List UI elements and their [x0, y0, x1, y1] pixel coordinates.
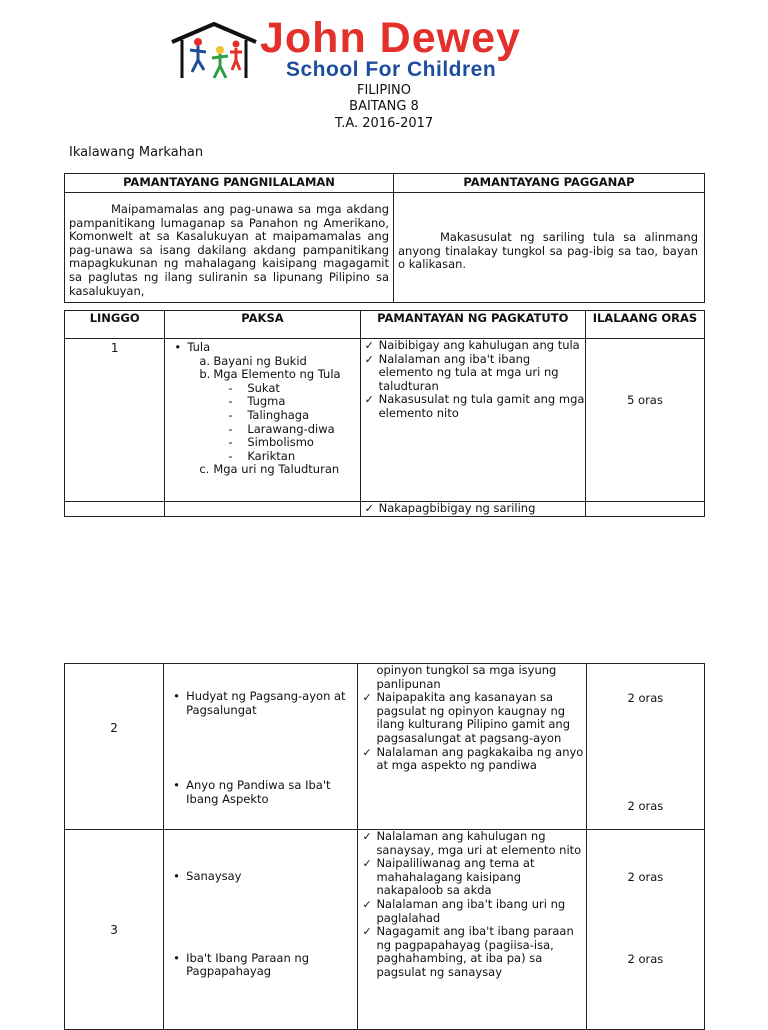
- competency-cell: [358, 664, 586, 830]
- topic-cell: [165, 339, 360, 502]
- list-item: - Larawang-diwa: [247, 423, 359, 437]
- week-number: 1: [65, 339, 165, 502]
- list-item: c. Mga uri ng Taludturan: [199, 462, 340, 477]
- hours-header: ILALAANG ORAS: [585, 311, 704, 339]
- logo-subtitle: School For Children: [286, 58, 497, 81]
- list-item: ✓ Nagagamit ang iba't ibang paraan ng pagpapahayag (pagiisa-isa, paghahambing, at iba pa) sa pagsulat ng sanaysay: [376, 925, 585, 979]
- table-row: [65, 664, 705, 830]
- list-item: • Hudyat ng Pagsang-ayon at Pagsalungat: [186, 690, 357, 717]
- content-standard-text: Maipamamalas ang pag-unawa sa mga akdang pampanitikang lumaganap sa Panahon ng Amerikano, Komonwelt at sa Kasalukuyan at maipamamalas ang pag-unawa sa isang dakilang akdang pampanitikang mapagkukunan ng mahalagang kaisipang magagamit sa paglutas ng ilang suliranin sa lipunang Pilipino sa kasalukuyan,: [69, 202, 389, 298]
- list-item: • Iba't Ibang Paraan ng Pagpapahayag: [186, 952, 357, 979]
- competency-cell: [360, 502, 585, 517]
- topic-cell: [164, 664, 358, 830]
- performance-standard-header: PAMANTAYANG PAGGANAP: [394, 174, 705, 193]
- quarter-label: Ikalawang Markahan: [69, 145, 204, 160]
- topic-header: PAKSA: [165, 311, 360, 339]
- content-standard-cell: [65, 193, 394, 303]
- competency-cell: [358, 830, 586, 1030]
- subject-title: FILIPINO: [356, 83, 412, 98]
- topic-cell: [164, 830, 358, 1030]
- list-item: - Sukat: [247, 382, 359, 396]
- school-house-icon: [168, 20, 260, 84]
- lesson-plan-table: [64, 310, 705, 517]
- lesson-plan-table-continued: [64, 663, 705, 1030]
- hours-cell: 2 oras 2 oras: [586, 830, 704, 1030]
- table-row: [65, 830, 705, 1030]
- list-item: ✓ Naipapakita ang kasanayan sa pagsulat ng opinyon kaugnay ng ilang kulturang Pilipino gamit ang pagsasalungat at pagsang-ayon: [376, 691, 585, 745]
- list-item: - Tugma: [247, 395, 359, 409]
- list-item: a. Bayani ng Bukid: [199, 353, 307, 368]
- continued-text: opinyon tungkol sa mga isyung panlipunan: [376, 663, 557, 691]
- list-item: - Kariktan: [247, 450, 359, 464]
- competency-header: PAMANTAYAN NG PAGKATUTO: [360, 311, 585, 339]
- hours-cell: 2 oras 2 oras: [586, 664, 704, 830]
- list-item: ✓ Naipaliliwanag ang tema at mahahalagang kaisipang nakapaloob sa akda: [376, 857, 585, 898]
- school-logo: [168, 14, 608, 84]
- school-year: T.A. 2016-2017: [334, 116, 434, 131]
- list-item: b. Mga Elemento ng Tula - Sukat - Tugma - Talinghaga - Larawang-diwa - Simbolismo - Kariktan: [213, 368, 359, 463]
- standards-table: [64, 173, 705, 303]
- grade-level: BAITANG 8: [349, 99, 419, 114]
- content-standard-header: PAMANTAYANG PANGNILALAMAN: [65, 174, 394, 193]
- hours-cell: 5 oras: [585, 339, 704, 502]
- list-item: • Tula a. Bayani ng Bukid b. Mga Elemento ng Tula - Sukat - Tugma - Talinghaga - Larawang-diwa - Simbolismo - Kariktan c. Mga uri ng Taludturan: [187, 341, 359, 477]
- performance-standard-text: Makasusulat ng sariling tula sa alinmang anyong tinalakay tungkol sa pag-ibig sa tao, bayan o kalikasan.: [398, 230, 698, 272]
- list-item: ✓ Nakapagbibigay ng sariling: [379, 502, 585, 516]
- list-item: ✓ Nalalaman ang iba't ibang uri ng paglalahad: [376, 898, 585, 925]
- week-number: 2: [65, 664, 164, 830]
- list-item: ✓ Nalalaman ang pagkakaiba ng anyo at mga aspekto ng pandiwa: [376, 746, 585, 773]
- list-item: ✓ Nalalaman ang kahulugan ng sanaysay, mga uri at elemento nito: [376, 830, 585, 857]
- list-item: ✓ Naibibigay ang kahulugan ang tula: [379, 339, 585, 353]
- table-row: [65, 339, 705, 502]
- competency-cell: [360, 339, 585, 502]
- list-item: ✓ Nakasusulat ng tula gamit ang mga elemento nito: [379, 393, 585, 420]
- list-item: • Sanaysay: [186, 870, 357, 884]
- table-row: [65, 502, 705, 517]
- list-item: • Anyo ng Pandiwa sa Iba't Ibang Aspekto: [186, 779, 357, 806]
- list-item: ✓ Nalalaman ang iba't ibang elemento ng tula at mga uri ng taludturan: [379, 353, 585, 394]
- performance-standard-cell: [394, 193, 705, 303]
- week-number: 3: [65, 830, 164, 1030]
- week-header: LINGGO: [65, 311, 165, 339]
- list-item: - Talinghaga: [247, 409, 359, 423]
- logo-title: John Dewey: [260, 14, 521, 62]
- list-item: - Simbolismo: [247, 436, 359, 450]
